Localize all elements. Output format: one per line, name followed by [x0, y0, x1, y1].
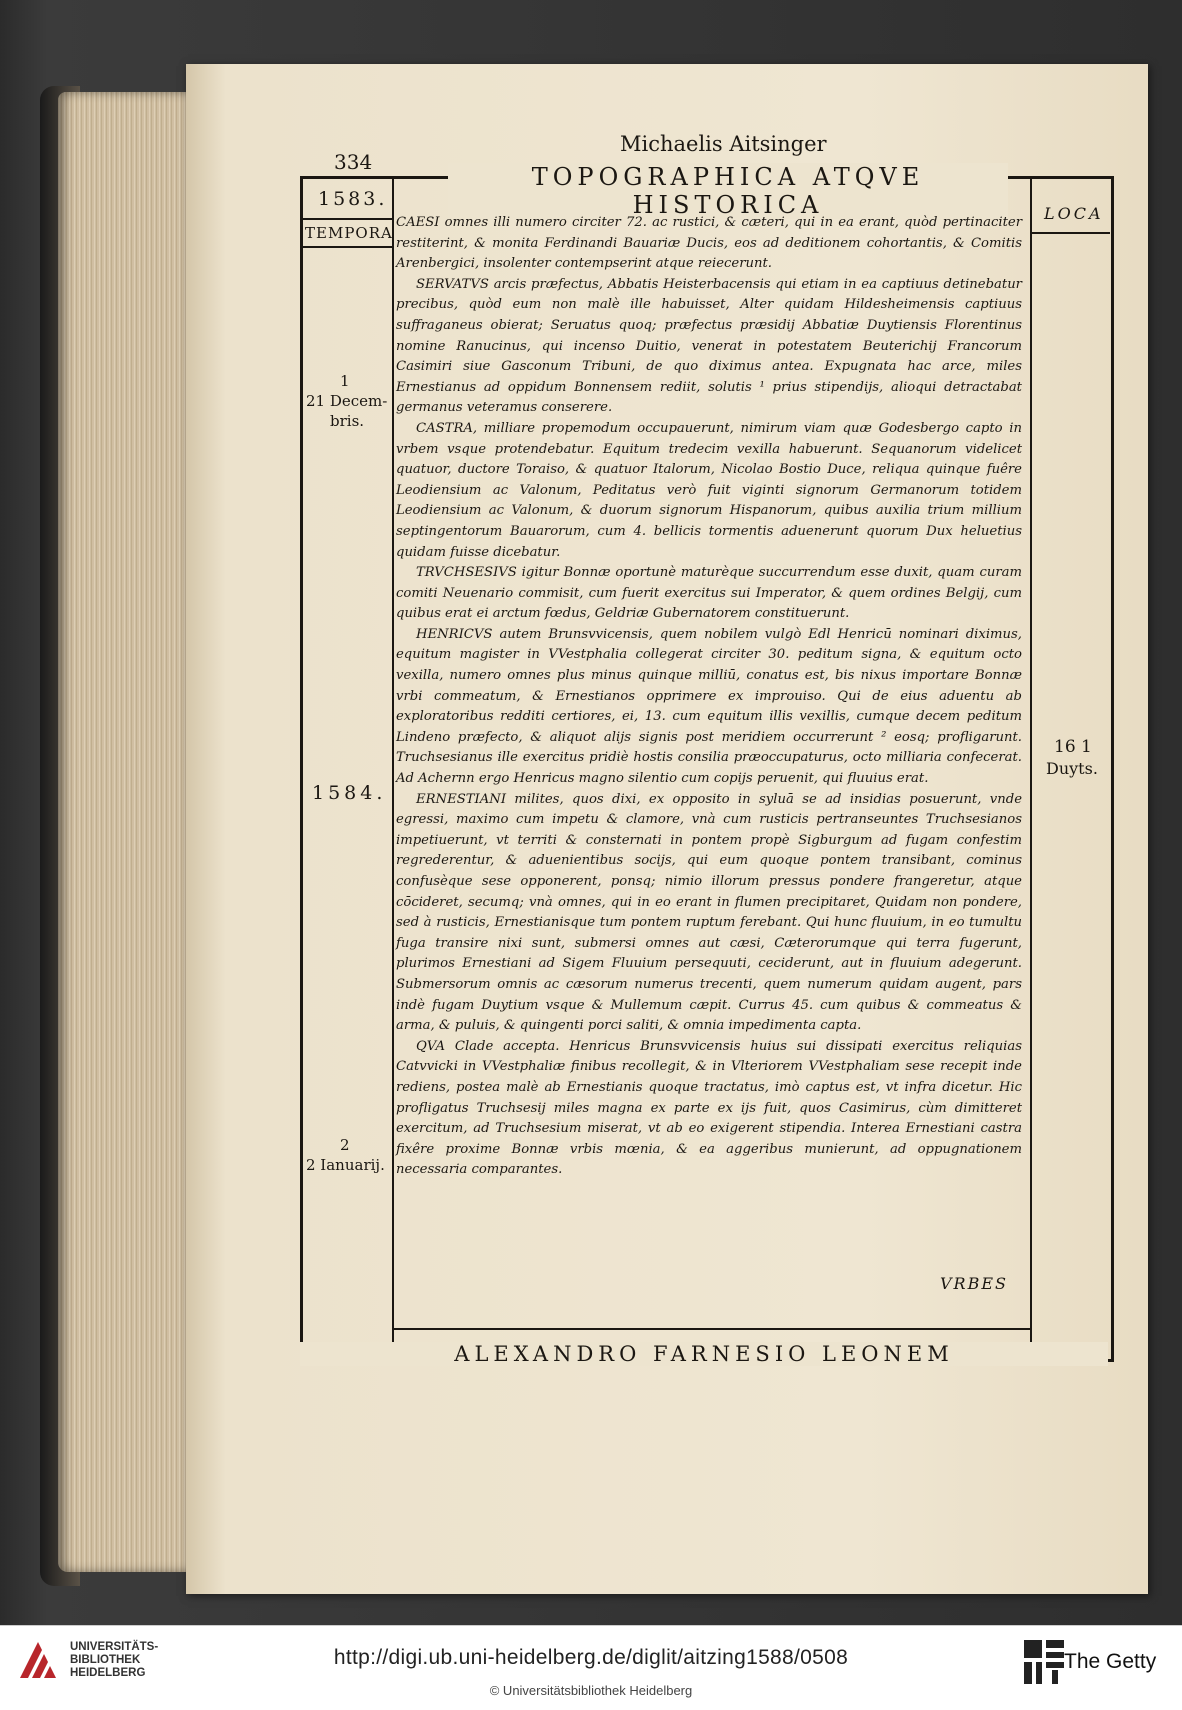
- copyright-notice: © Universitätsbibliothek Heidelberg: [489, 1683, 693, 1698]
- text-bottom-rule: [392, 1328, 1032, 1330]
- page-number: 334: [334, 150, 373, 174]
- university-library-name: UNIVERSITÄTS- BIBLIOTHEK HEIDELBERG: [70, 1641, 159, 1679]
- tempora-rule-bottom: [300, 246, 394, 248]
- loca-rule: [1030, 232, 1110, 234]
- margin-year-1584: 1584.: [312, 782, 387, 804]
- margin-note-1-date-cont: bris.: [330, 412, 365, 430]
- right-column-rule: [1030, 176, 1032, 1362]
- paragraph-servatus: SERVATVS arcis præfectus, Abbatis Heisterbacensis qui etiam in ea captiuus detinebatur precibus, quòd eum non malè ille habuisset, Alter quidam Hildesheimensis captiuus suffraganeus obierat; Seruatus quoq; præfectus præsidij Abbatiæ Duytiensis Florentinus nomine Ranucinus, qui incenso Duitio, venerat in potestatem Beuterichij Francorum Casimiri siue Gasconum Tribuni, de quo diximus antea. Expugnata hac arce, miles Ernestianus ad oppidum Bonnensem rediit, solutis ¹ prius stipendijs, alioqui detractabat germanus veteramus conserere.: [396, 276, 1022, 416]
- tempora-label: TEMPORA: [305, 224, 393, 242]
- getty-name: The Getty: [1064, 1650, 1157, 1673]
- page-footer-title: ALEXANDRO FARNESIO LEONEM: [300, 1342, 1108, 1366]
- catchword: VRBES: [940, 1274, 1008, 1293]
- margin-note-1-date: 21 Decem-: [306, 392, 388, 410]
- margin-note-right-place: Duyts.: [1046, 759, 1098, 778]
- paragraph-truchsesius: TRVCHSESIVS igitur Bonnæ oportunè maturèque succurrendum esse duxit, quam curam comiti Neuenario commisit, cum fuerit exercitus sui Imperator, & quem ordines Belgij, cum quibus erat ei arctum fœdus, Geldriæ Gubernatorem constituerunt.: [396, 565, 1022, 622]
- document-url-link[interactable]: http://digi.ub.uni-heidelberg.de/diglit/aitzing1588/0508: [333, 1646, 849, 1669]
- margin-note-right-number: 16 1: [1054, 737, 1092, 757]
- margin-note-2-date: 2 Ianuarij.: [306, 1156, 385, 1174]
- tempora-rule-top: [300, 218, 394, 220]
- margin-year-1583: 1583.: [318, 188, 388, 210]
- paragraph-henricus: HENRICVS autem Brunsvvicensis, quem nobilem vulgò Edl Henricū nominari diximus, equitum magister in VVestphalia collegerat circiter 30. peditum signa, & equitum octo vexilla, numero omnes plus minus quinque milliū, conatus est, bis nixus importare Bonnæ vrbi commeatum, & Ernestianos opprimere ex improuiso. Qui de eius aduentu ab exploratoribus redditi certiores, ei, 13. cum equitum illis vexillis, cumque decem peditum Lindeno præfecto, & aliquot alijs signis post meridiem occurrerunt ² eosq; profligarunt. Truchsesianus ille exercitus pridiè hostis consilia præoccupaturus, octo milliaria confecerat. Ad Achernn ergo Henricus magno silentio cum copijs peruenit, qui fluuius erat.: [396, 626, 1022, 787]
- loca-label: LOCA: [1044, 204, 1104, 223]
- page-header-title: TOPOGRAPHICA ATQVE HISTORICA: [448, 163, 1008, 219]
- book-page-edges: [58, 92, 200, 1572]
- margin-note-1-number: 1: [340, 372, 350, 390]
- paragraph-ernestiani: ERNESTIANI milites, quos dixi, ex opposito in syluā se ad insidias posuerunt, vnde egressi, maximo cum impetu & clamore, vnà cum rusticis pertranseuntes Truchsesianos impetiuerunt, vt territi & consternati in pontem propè Sigburgum ad fugam confestim regrederentur, & aduenientibus socijs, qui eum quoque pontem transibant, cominus confusèque sese opponerent, ponsq; nimio illorum pressus pondere frangeretur, atque cōcideret, secumq; vnà omnes, qui in eo erant in flumen precipitaret, Quidam non pondere, sed à rusticis, Ernestianisque tum pontem ruptum ferebant. Qui hunc fluuium, in eo tumultu fuga transire nixi sunt, submersi omnes aut cæsi, Cæterorumque qui terra fugerunt, plurimos Ernestiani ad Sigem Fluuium persequuti, ceciderunt, aut in fluuium adegerunt. Submersorum omnis ac cæsorum numerus trecenti, quem numerum quidam augent, pars indè fugam Duytium vsque & Mullemum cæpit. Currus 45. cum quibus & commeatus & arma, & puluis, & quingenti porci saliti, & omnia impedimenta capta.: [396, 791, 1022, 1034]
- left-column-rule: [392, 176, 394, 1362]
- main-body-text: [396, 213, 1022, 1181]
- paragraph-castra: CASTRA, milliare propemodum occupauerunt, nimirum viam quæ Godesbergo capto in vrbem vsque protendebatur. Equitum tredecim vexilla habuerunt. Sequanorum videlicet quatuor, ductore Toraiso, & quatuor Italorum, Nicolao Bostio Duce, reliqua quinque fuêre Leodiensium ac Valonum, Peditatus verò fuit viginti signorum Germanorum totidem Leodiensium ac Valonum, & duorum signorum Hispanorum, quibus auxilia trium millium septingentorum Bauarorum, cum 4. bellicis tormentis aduenerunt quorum Dux heluetius quidam fuisse dicebatur.: [396, 420, 1022, 560]
- paragraph-caesi: CAESI omnes illi numero circiter 72. ac rustici, & cæteri, qui in ea erant, quòd pertinaciter restiterint, & monita Ferdinandi Bauariæ Ducis, eos ad deditionem cohortantis, & Comitis Arenbergici, insolenter contempserint atque reiecerunt.: [396, 215, 1022, 272]
- margin-note-2-number: 2: [340, 1136, 350, 1154]
- paragraph-qua-clade: QVA Clade accepta. Henricus Brunsvvicensis huius sui dissipati exercitus reliquias Catvvicki in VVestphaliæ finibus recollegit, & in Vlteriorem VVestphaliam sese recepit inde rediens, postea malè ab Ernestianis quoque tractatus, imò captus est, vt infra dicetur. Hic profligatus Truchsesij miles magna ex parte ex ijs fuit, quos Casimirus, cùm dimitteret exercitum, ad Truchsesium miserat, vt ab eo exigerent stipendia. Interea Ernestiani castra fixêre proxime Bonnæ vrbis mœnia, & ea aggeribus munierunt, ad oppugnationem necessaria comparantes.: [396, 1038, 1022, 1178]
- info-bar: [0, 1625, 1182, 1710]
- running-head: Michaelis Aitsinger: [620, 132, 827, 156]
